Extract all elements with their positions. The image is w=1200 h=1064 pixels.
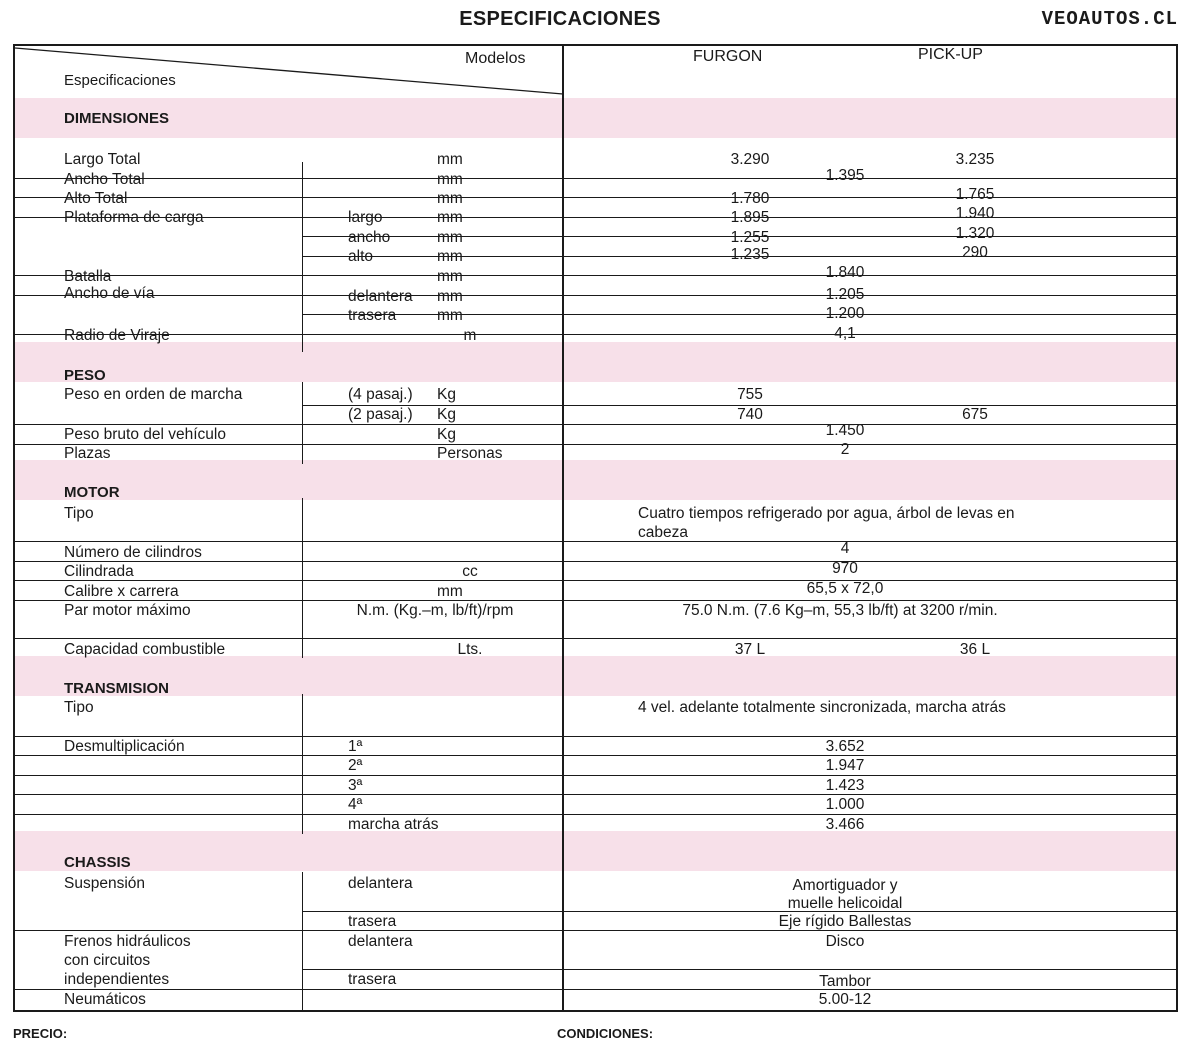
spec-unit: N.m. (Kg.–m, lb/ft)/rpm — [356, 602, 514, 619]
value-both: 5.00-12 — [818, 991, 872, 1008]
value-pickup: 290 — [962, 244, 988, 261]
section-band — [15, 656, 1176, 696]
spec-sub: largo — [348, 209, 383, 226]
section-peso: PESO — [64, 367, 106, 384]
row-frenos-trasera — [15, 970, 1176, 990]
row-calibre — [15, 582, 1176, 602]
value-furgon: 755 — [737, 386, 763, 403]
spec-unit: m — [463, 327, 477, 344]
value-both: 970 — [832, 560, 858, 577]
spec-name: Batalla — [64, 268, 112, 285]
row-suspension-delantera — [15, 874, 1176, 912]
spec-name: Desmultiplicación — [64, 738, 185, 755]
row-radio-viraje — [15, 326, 1176, 346]
value-both: 1.205 — [825, 286, 865, 303]
value-furgon: 3.290 — [730, 151, 770, 168]
row-largo-total — [15, 150, 1176, 170]
spec-sub: trasera — [348, 971, 397, 988]
spec-unit: Lts. — [457, 641, 483, 658]
models-label: Modelos — [465, 50, 526, 67]
value-both: 4 — [840, 540, 850, 557]
row-peso-4pasaj — [15, 385, 1176, 405]
row-gear-3 — [15, 776, 1176, 796]
row-gear-1 — [15, 737, 1176, 757]
specifications-table — [13, 44, 1178, 1012]
section-band — [15, 342, 1176, 382]
row-peso-2pasaj — [15, 405, 1176, 425]
spec-name: Tipo — [64, 699, 94, 716]
value-description: Cuatro tiempos refrigerado por agua, árbol de levas en cabeza — [638, 505, 1015, 541]
spec-name: Ancho de vía — [64, 285, 155, 302]
precio-label: PRECIO: — [13, 1026, 68, 1041]
header-diagonal-line — [15, 46, 563, 96]
row-gear-2 — [15, 756, 1176, 776]
spec-sub: 4ª — [348, 796, 363, 813]
spec-unit: Kg — [437, 386, 456, 403]
value-both: 4,1 — [834, 325, 856, 342]
spec-unit: mm — [437, 583, 463, 600]
condiciones-label: CONDICIONES: — [557, 1026, 654, 1041]
row-rule — [15, 638, 1176, 639]
row-combustible — [15, 640, 1176, 660]
row-plazas — [15, 441, 1176, 464]
value-both: 2 — [840, 441, 850, 458]
row-plataforma-alto — [15, 244, 1176, 267]
spec-sub: trasera — [348, 307, 397, 324]
spec-name-line2: con circuitos — [64, 952, 151, 969]
value-both: 1.395 — [825, 167, 865, 184]
section-band — [15, 460, 1176, 500]
section-motor: MOTOR — [64, 484, 120, 501]
spec-unit: mm — [437, 288, 463, 305]
value-furgon: 740 — [737, 406, 763, 423]
spec-name: Par motor máximo — [64, 602, 191, 619]
value-line2: muelle helicoidal — [787, 895, 903, 912]
spec-sub: delantera — [348, 875, 413, 892]
value-both: Tambor — [819, 973, 871, 990]
row-via-delantera — [15, 287, 1176, 307]
row-neumaticos — [15, 990, 1176, 1010]
value-both: 3.466 — [825, 816, 865, 833]
spec-unit: mm — [437, 307, 463, 324]
spec-name: Peso bruto del vehículo — [64, 426, 226, 443]
spec-name: Capacidad combustible — [64, 641, 226, 658]
specs-label: Especificaciones — [64, 72, 176, 89]
value-pickup: 3.235 — [955, 151, 995, 168]
page-title: ESPECIFICACIONES — [459, 8, 661, 30]
value-pickup: 675 — [962, 406, 988, 423]
spec-sub: marcha atrás — [348, 816, 439, 833]
spec-sub: (2 pasaj.) — [348, 406, 413, 423]
value-furgon: 37 L — [734, 641, 766, 658]
spec-unit: Kg — [437, 406, 456, 423]
value-both: 1.200 — [825, 305, 865, 322]
column-header-pickup: PICK-UP — [918, 46, 983, 63]
spec-name: Plataforma de carga — [64, 209, 204, 226]
spec-sub: delantera — [348, 288, 413, 305]
value-pickup: 1.765 — [955, 186, 995, 203]
value-furgon: 1.255 — [730, 229, 770, 246]
spec-name: Alto Total — [64, 190, 128, 207]
row-gear-reverse — [15, 815, 1176, 835]
row-suspension-trasera — [15, 912, 1176, 932]
value-both: 75.0 N.m. (7.6 Kg–m, 55,3 lb/ft) at 3200 r/min. — [682, 602, 998, 619]
section-band — [15, 831, 1176, 871]
spec-unit: mm — [437, 229, 463, 246]
value-both: Disco — [825, 933, 865, 950]
row-batalla — [15, 264, 1176, 287]
spec-name: Tipo — [64, 505, 94, 522]
spec-sub: ancho — [348, 229, 391, 246]
spec-unit: mm — [437, 171, 463, 188]
value-line1: Amortiguador y — [792, 877, 898, 894]
value-pickup: 36 L — [959, 641, 991, 658]
spec-unit: mm — [437, 190, 463, 207]
spec-name-line3: independientes — [64, 971, 170, 988]
section-chassis: CHASSIS — [64, 854, 131, 871]
spec-unit: cc — [462, 563, 478, 580]
value-pickup: 1.940 — [955, 205, 995, 222]
row-par-motor — [15, 601, 1176, 621]
value-both: Eje rígido Ballestas — [778, 913, 912, 930]
spec-unit: mm — [437, 151, 463, 168]
row-trans-tipo — [15, 698, 1176, 736]
row-cilindros — [15, 540, 1176, 563]
row-motor-tipo — [15, 504, 1176, 542]
spec-sub: 3ª — [348, 777, 363, 794]
value-pickup: 1.320 — [955, 225, 995, 242]
spec-sub: alto — [348, 248, 373, 265]
spec-unit: mm — [437, 248, 463, 265]
spec-unit: Personas — [437, 445, 503, 462]
spec-unit: mm — [437, 268, 463, 285]
row-via-trasera — [15, 306, 1176, 326]
spec-sub: 2ª — [348, 757, 363, 774]
column-header-furgon: FURGON — [693, 48, 763, 65]
value-both: 3.652 — [825, 738, 865, 755]
spec-name: Suspensión — [64, 875, 146, 892]
spec-name: Calibre x carrera — [64, 583, 179, 600]
watermark: VEOAUTOS.CL — [1041, 8, 1178, 30]
spec-name-line1: Frenos hidráulicos — [64, 933, 191, 950]
value-both: 65,5 x 72,0 — [806, 580, 884, 597]
spec-name: Ancho Total — [64, 171, 145, 188]
row-cilindrada — [15, 562, 1176, 582]
spec-sub: delantera — [348, 933, 413, 950]
spec-unit: Kg — [437, 426, 456, 443]
spec-name: Radio de Viraje — [64, 327, 170, 344]
spec-name: Plazas — [64, 445, 111, 462]
spec-sub: trasera — [348, 913, 397, 930]
value-furgon: 1.895 — [730, 209, 770, 226]
value-both: 1.947 — [825, 757, 865, 774]
value-description: 4 vel. adelante totalmente sincronizada, marcha atrás — [638, 699, 1006, 716]
value-both: 1.000 — [825, 796, 865, 813]
value-furgon: 1.780 — [730, 190, 770, 207]
section-band — [15, 98, 1176, 138]
row-gear-4 — [15, 795, 1176, 815]
section-transmision: TRANSMISION — [64, 680, 169, 697]
spec-sub: (4 pasaj.) — [348, 386, 413, 403]
row-peso-bruto — [15, 422, 1176, 445]
spec-name: Número de cilindros — [64, 544, 202, 561]
spec-name: Largo Total — [64, 151, 141, 168]
spec-name: Peso en orden de marcha — [64, 386, 243, 403]
spec-sub: 1ª — [348, 738, 363, 755]
section-dimensiones: DIMENSIONES — [64, 110, 170, 127]
spec-name: Neumáticos — [64, 991, 146, 1008]
spec-name: Cilindrada — [64, 563, 134, 580]
spec-unit: mm — [437, 209, 463, 226]
value-both: 1.450 — [825, 422, 865, 439]
value-both: 1.423 — [825, 777, 865, 794]
value-furgon: 1.235 — [730, 246, 770, 263]
value-both: 1.840 — [825, 264, 865, 281]
